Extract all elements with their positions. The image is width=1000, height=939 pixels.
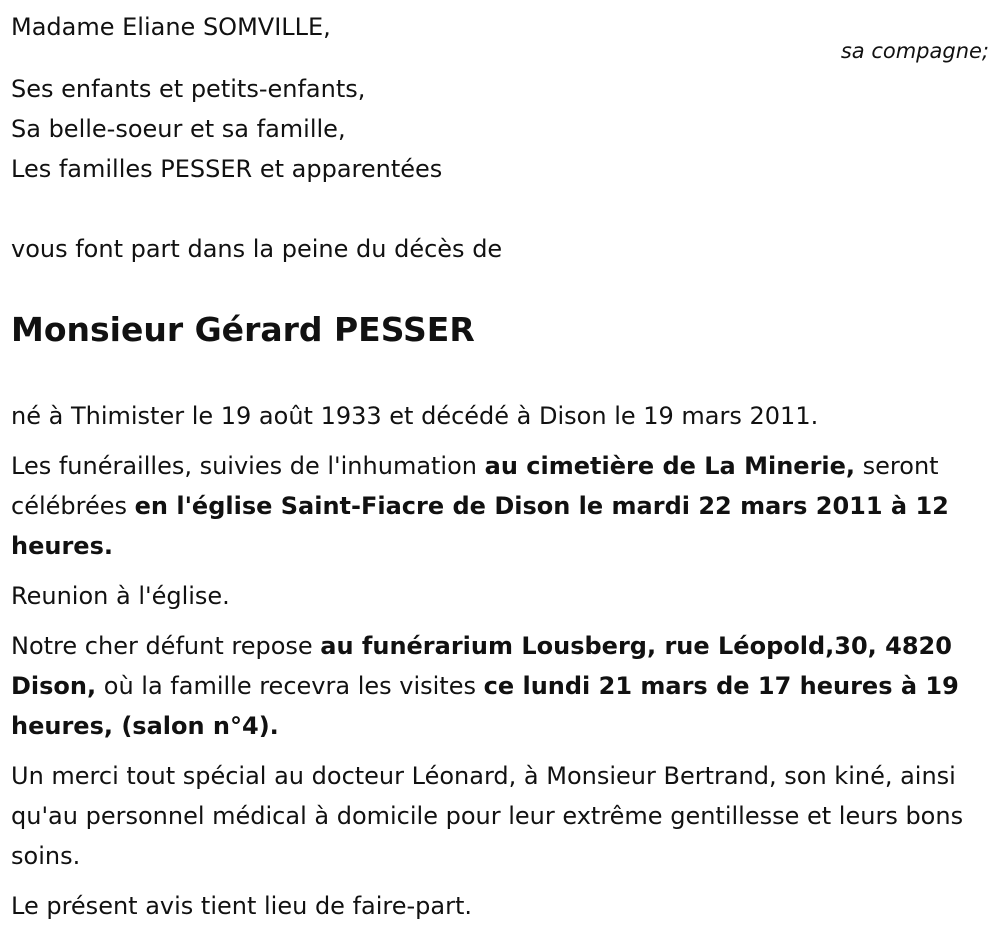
companion-role: sa compagne; — [840, 39, 989, 63]
funerarium-location: au funérarium Lousberg, rue Léopold,30, 4820 Dison, — [11, 632, 952, 700]
family-list — [11, 69, 442, 189]
family-line: Sa belle-soeur et sa famille, — [11, 115, 346, 143]
meeting-text: Reunion à l'église. — [11, 582, 230, 610]
cemetery-location: au cimetière de La Minerie, — [484, 452, 856, 480]
funeral-text-continued: seront célébrées — [11, 452, 939, 520]
announcement-text: vous font part dans la peine du décès de — [11, 235, 503, 263]
repose-text-continued: où la famille recevra les visites — [96, 672, 484, 700]
family-line: Ses enfants et petits-enfants, — [11, 75, 366, 103]
notice-body — [11, 396, 991, 936]
deceased-name: Monsieur Gérard PESSER — [11, 310, 475, 349]
funeral-text: Les funérailles, suivies de l'inhumation — [11, 452, 485, 480]
funeral-paragraph — [11, 446, 991, 566]
thanks-paragraph: Un merci tout spécial au docteur Léonard, à Monsieur Bertrand, son kiné, ainsi qu'au personnel médical à domicile pour leur extrême gentillesse et leurs bons soins. — [11, 762, 964, 870]
family-line: Les familles PESSER et apparentées — [11, 155, 443, 183]
closing-text: Le présent avis tient lieu de faire-part. — [11, 892, 473, 920]
visiting-hours: ce lundi 21 mars de 17 heures à 19 heures, (salon n°4). — [11, 672, 959, 740]
birth-death-text: né à Thimister le 19 août 1933 et décédé à Dison le 19 mars 2011. — [11, 402, 819, 430]
companion-name: Madame Eliane SOMVILLE, — [11, 13, 331, 41]
repose-text: Notre cher défunt repose — [11, 632, 321, 660]
repose-paragraph — [11, 626, 991, 746]
church-ceremony: en l'église Saint-Fiacre de Dison le mardi 22 mars 2011 à 12 heures. — [11, 492, 949, 560]
